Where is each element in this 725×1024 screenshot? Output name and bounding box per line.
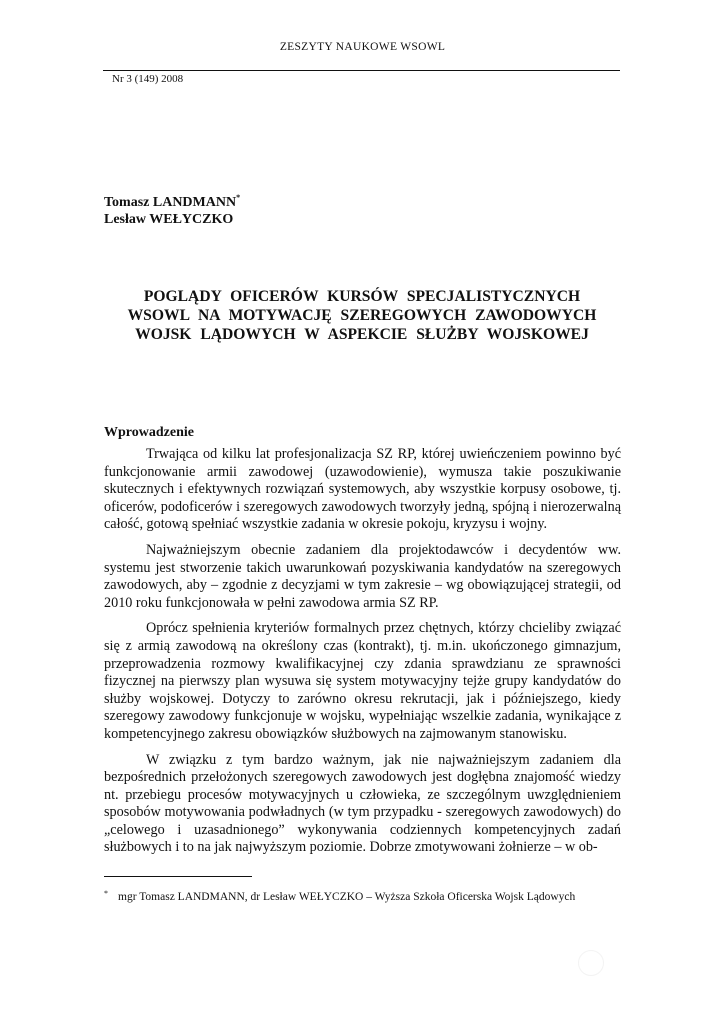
footnote-text: mgr Tomasz LANDMANN, dr Lesław WEŁYCZKO – Wyższa Szkoła Oficerska Wojsk Lądowych — [118, 891, 576, 903]
issue-number: Nr 3 (149) 2008 — [112, 73, 184, 85]
title-line-1: POGLĄDY OFICERÓW KURSÓW SPECJALISTYCZNYCH — [143, 288, 581, 305]
author-block — [104, 189, 240, 228]
author-first-name: Tomasz LANDMANN — [104, 195, 237, 210]
title-line-2: WSOWL NA MOTYWACJĘ SZEREGOWYCH ZAWODOWYCH — [127, 307, 597, 324]
footnote-mark: * — [104, 889, 108, 898]
footnote — [104, 889, 621, 903]
journal-title: ZESZYTY NAUKOWE WSOWL — [279, 41, 446, 53]
paragraph-4: W związku z tym bardzo ważnym, jak nie najważniejszym zadaniem dla bezpośrednich przełożonych szeregowych zawodowych jest dogłębna znajomość wiedzy nt. przebiegu procesów motywacyjnych u człowieka, ze szczególnym uwzględnieniem sposobów motywowania podwładnych (w tym przypadku - szeregowych zawodowych) do „celowego i uzasadnionego” wykonywania codziennych kompetencyjnych zadań służbowych i to na jak najwyższym poziomie. Dobrze zmotywowani żołnierze – w ob- — [104, 751, 621, 856]
title-line-3: WOJSK LĄDOWYCH W ASPEKCIE SŁUŻBY WOJSKOWEJ — [135, 326, 589, 343]
section-heading: Wprowadzenie — [104, 425, 194, 440]
watermark-icon — [578, 950, 604, 976]
footnote-rule — [104, 876, 252, 877]
author-second: Lesław WEŁYCZKO — [104, 212, 234, 227]
paragraph-3: Oprócz spełnienia kryteriów formalnych przez chętnych, którzy chcieliby związać się z armią zawodową na określony czas (kontrakt), tj. m.in. ukończonego gimnazjum, przeprowadzenia rozmowy kwalifikacyjnej czy zdania sprawdzianu ze sprawności fizycznej na pierwszy plan wysuwa się system motywacyjny tejże grupy kandydatów do służby wojskowej. Dotyczy to zarówno okresu rekrutacji, jak i późniejszego, kiedy szeregowy zawodowy funkcjonuje w wojsku, wypełniając wszelkie zadania, wynikające z kompetencyjnego zakresu obowiązków służbowych na zajmowanym stanowisku. — [104, 620, 621, 742]
author-footnote-mark: * — [236, 193, 241, 202]
body-text — [104, 446, 621, 865]
author-first — [104, 189, 240, 211]
header-rule — [103, 70, 620, 71]
paragraph-2: Najważniejszym obecnie zadaniem dla projektodawców i decydentów ww. systemu jest stworzenie takich uwarunkowań pozyskiwania kandydatów na szeregowych zawodowych, aby – zgodnie z decyzjami w tym zakresie – wg obowiązującej strategii, od 2010 roku funkcjonowała w pełni zawodowa armia SZ RP. — [104, 541, 621, 611]
paragraph-1: Trwająca od kilku lat profesjonalizacja SZ RP, której uwieńczeniem powinno być funkcjonowanie armii zawodowej (uzawodowienie), wymusza takie poszukiwanie skutecznych i efektywnych rozwiązań systemowych, aby wszystkie korpusy osobowe, tj. oficerów, podoficerów i szeregowych zawodowych tworzyły jedną, spójną i nierozerwalną całość, gotową spełniać wszystkie zadania w okresie pokoju, kryzysu i wojny. — [104, 446, 621, 533]
article-title — [104, 287, 620, 344]
